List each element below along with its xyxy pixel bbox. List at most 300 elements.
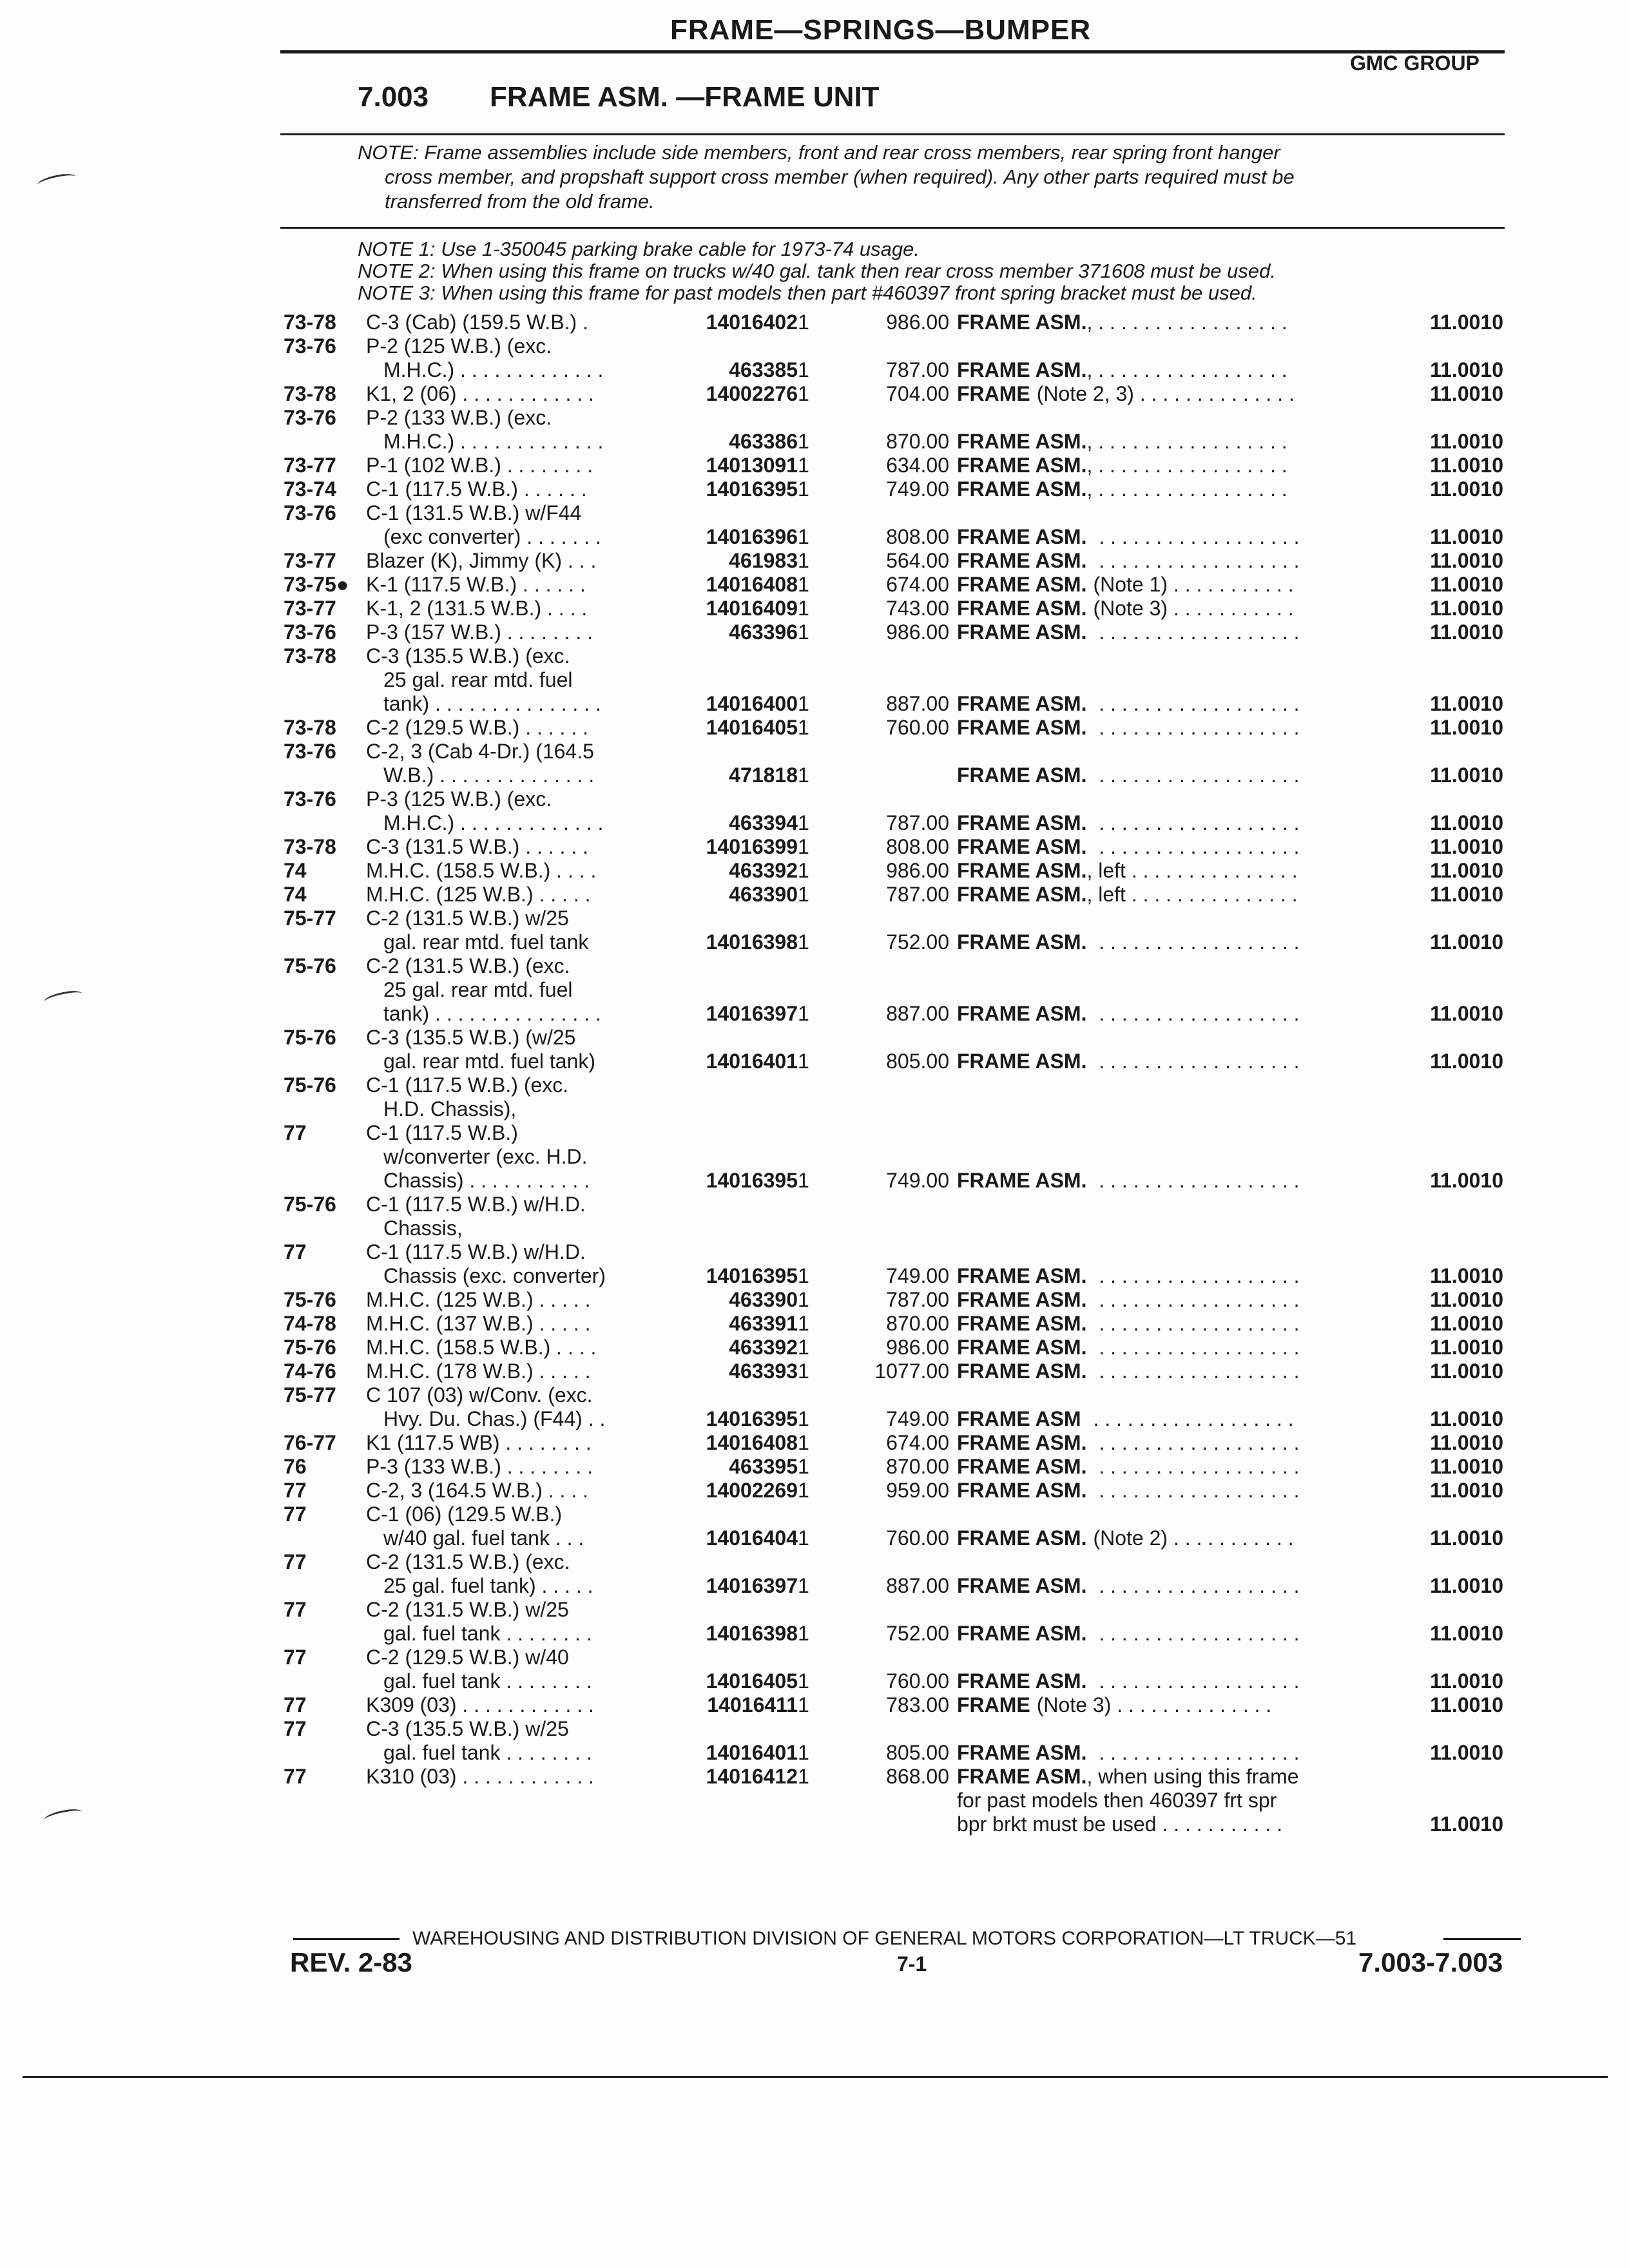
table-row — [0, 1526, 1629, 1550]
description-cell — [957, 1789, 1277, 1812]
description-detail: . . . . . . . . . . . . . . . . . . — [1093, 716, 1300, 739]
price-cell: 752.00 — [886, 1622, 949, 1645]
part-number-cell: 14016401 — [706, 1050, 798, 1073]
group-number-cell: 11.0010 — [1430, 1693, 1503, 1716]
part-number-cell: 14016395 — [706, 477, 798, 501]
description-detail: , . . . . . . . . . . . . . . . . . — [1086, 311, 1287, 334]
year-cell: 74 — [284, 859, 307, 882]
price-cell: 986.00 — [886, 620, 949, 644]
description-detail: . . . . . . . . . . . . . . . . . . — [1093, 1264, 1300, 1287]
description-name: FRAME ASM. — [957, 1741, 1087, 1764]
price-cell: 787.00 — [886, 883, 949, 906]
part-number-cell: 463392 — [729, 859, 798, 882]
model-cell: K-1, 2 (131.5 W.B.) . . . . — [366, 597, 588, 620]
part-number-cell: 14016397 — [706, 1574, 798, 1597]
year-cell: 73-78 — [284, 382, 336, 405]
description-cell — [957, 859, 1298, 883]
footer-rule-left — [293, 1938, 400, 1940]
quantity-cell: 1 — [798, 1669, 809, 1693]
quantity-cell: 1 — [798, 692, 809, 715]
table-row — [0, 1646, 1629, 1669]
model-cell: M.H.C. (125 W.B.) . . . . . — [366, 883, 591, 906]
model-cell: gal. rear mtd. fuel tank) — [383, 1050, 596, 1073]
price-cell: 674.00 — [886, 1431, 949, 1454]
table-row — [0, 1073, 1629, 1097]
table-row — [0, 1336, 1629, 1360]
quantity-cell: 1 — [798, 1479, 809, 1502]
group-number-cell: 11.0010 — [1430, 311, 1503, 334]
description-detail: . . . . . . . . . . . . . . . . . . — [1093, 1669, 1300, 1693]
description-cell — [957, 811, 1300, 835]
note-item: NOTE 2: When using this frame on trucks w/40 gal. tank then rear cross member 371608 must be used. — [358, 260, 1276, 282]
model-cell: w/40 gal. fuel tank . . . — [383, 1526, 584, 1550]
notes-list — [358, 238, 1276, 304]
year-cell: 77 — [284, 1503, 307, 1526]
table-row — [0, 620, 1629, 644]
quantity-cell: 1 — [798, 764, 809, 787]
year-cell: 77 — [284, 1479, 307, 1502]
price-cell: 887.00 — [886, 1574, 949, 1597]
description-detail: . . . . . . . . . . . . . . . . . . — [1093, 525, 1300, 548]
table-row — [0, 1741, 1629, 1765]
year-cell: 73-77 — [284, 454, 336, 477]
quantity-cell: 1 — [798, 1407, 809, 1430]
model-cell: C-2 (131.5 W.B.) (exc. — [366, 954, 570, 977]
description-detail: . . . . . . . . . . . . . . . . . . — [1093, 835, 1300, 858]
quantity-cell: 1 — [798, 1169, 809, 1192]
description-detail: . . . . . . . . . . . . . . . . . . — [1093, 1002, 1300, 1025]
part-number-cell: 463393 — [729, 1360, 798, 1383]
year-cell: 75-77 — [284, 907, 336, 930]
description-detail: . . . . . . . . . . . . . . . . . . — [1093, 1479, 1300, 1502]
year-cell: 77 — [284, 1598, 307, 1621]
model-cell: C-3 (135.5 W.B.) (w/25 — [366, 1026, 576, 1049]
year-cell: 73-76 — [284, 406, 336, 429]
description-cell — [957, 1169, 1300, 1193]
group-number-cell: 11.0010 — [1430, 525, 1503, 548]
page-number: 7-1 — [897, 1952, 927, 1975]
group-number-cell: 11.0010 — [1430, 549, 1503, 572]
year-cell: 73-78 — [284, 311, 336, 334]
quantity-cell: 1 — [798, 1431, 809, 1454]
year-cell: 73-77 — [284, 549, 336, 572]
part-number-cell: 14016395 — [706, 1264, 798, 1287]
quantity-cell: 1 — [798, 382, 809, 405]
description-detail: . . . . . . . . . . . . . . . . . . — [1093, 1169, 1300, 1192]
quantity-cell: 1 — [798, 549, 809, 572]
table-row — [0, 1669, 1629, 1693]
model-cell: 25 gal. rear mtd. fuel — [383, 668, 573, 691]
description-name: FRAME ASM. — [957, 311, 1087, 334]
model-cell: C-1 (117.5 W.B.) — [366, 1121, 518, 1144]
model-cell: gal. fuel tank . . . . . . . . — [383, 1741, 592, 1764]
note-item: NOTE 3: When using this frame for past models then part #460397 front spring bracket must be used. — [358, 282, 1257, 304]
table-row — [0, 1383, 1629, 1407]
year-cell: 73-76 — [284, 620, 336, 644]
footer-text: WAREHOUSING AND DISTRIBUTION DIVISION OF GENERAL MOTORS CORPORATION—LT TRUCK—51 — [412, 1928, 1357, 1949]
group-number-cell: 11.0010 — [1430, 597, 1503, 620]
model-cell: K1 (117.5 WB) . . . . . . . . — [366, 1431, 592, 1454]
model-cell: tank) . . . . . . . . . . . . . . . — [383, 1002, 601, 1025]
description-cell — [957, 835, 1300, 859]
part-number-cell: 14016405 — [706, 1669, 798, 1693]
group-number-cell: 11.0010 — [1430, 1741, 1503, 1764]
group-number-cell: 11.0010 — [1430, 382, 1503, 405]
description-cell — [957, 1741, 1300, 1765]
group-number-cell: 11.0010 — [1430, 930, 1503, 954]
model-cell: M.H.C.) . . . . . . . . . . . . . — [383, 811, 604, 834]
description-cell — [957, 1312, 1300, 1336]
part-number-cell: 14016409 — [706, 597, 798, 620]
part-number-cell: 463386 — [729, 430, 798, 453]
description-cell — [957, 1479, 1300, 1503]
model-cell: M.H.C. (158.5 W.B.) . . . . — [366, 1336, 597, 1359]
part-number-cell: 14016408 — [706, 573, 798, 596]
description-detail: . . . . . . . . . . . . . . . . . . — [1093, 692, 1300, 715]
main-note-line: NOTE: Frame assemblies include side members, front and rear cross members, rear spring front hanger — [358, 141, 1280, 164]
year-cell: 75-76 — [284, 1288, 336, 1311]
table-row — [0, 835, 1629, 859]
table-row — [0, 334, 1629, 358]
description-detail: . . . . . . . . . . . . . . . . . . — [1093, 1431, 1300, 1454]
quantity-cell: 1 — [798, 311, 809, 334]
model-cell: C-3 (Cab) (159.5 W.B.) . — [366, 311, 588, 334]
group-number-cell: 11.0010 — [1430, 1526, 1503, 1550]
year-cell: 73-77 — [284, 597, 336, 620]
year-cell: 73-78 — [284, 835, 336, 858]
description-cell — [957, 311, 1287, 334]
group-number-cell: 11.0010 — [1430, 764, 1503, 787]
section-range: 7.003-7.003 — [1358, 1947, 1503, 1977]
part-number-cell: 463396 — [729, 620, 798, 644]
model-cell: K310 (03) . . . . . . . . . . . . — [366, 1765, 594, 1788]
model-cell: P-3 (125 W.B.) (exc. — [366, 787, 552, 811]
group-number-cell: 11.0010 — [1430, 1312, 1503, 1335]
description-name: FRAME ASM. — [957, 1002, 1087, 1025]
table-row — [0, 1360, 1629, 1383]
part-number-cell: 463385 — [729, 358, 798, 381]
model-cell: C-2 (131.5 W.B.) (exc. — [366, 1550, 570, 1573]
table-row — [0, 454, 1629, 477]
model-cell: gal. fuel tank . . . . . . . . — [383, 1669, 592, 1693]
part-number-cell: 14016408 — [706, 1431, 798, 1454]
model-cell: P-1 (102 W.B.) . . . . . . . . — [366, 454, 593, 477]
quantity-cell: 1 — [798, 1693, 809, 1716]
part-number-cell: 463392 — [729, 1336, 798, 1359]
part-number-cell: 14013091 — [706, 454, 798, 477]
group-number-cell: 11.0010 — [1430, 1407, 1503, 1430]
year-cell: 73-76 — [284, 740, 336, 763]
model-cell: C-3 (131.5 W.B.) . . . . . . — [366, 835, 588, 858]
description-cell — [957, 454, 1287, 477]
table-row — [0, 1145, 1629, 1169]
description-detail: , . . . . . . . . . . . . . . . . . — [1086, 477, 1287, 501]
group-number-cell: 11.0010 — [1430, 1169, 1503, 1192]
model-cell: P-3 (157 W.B.) . . . . . . . . — [366, 620, 593, 644]
price-cell: 787.00 — [886, 1288, 949, 1311]
price-cell: 749.00 — [886, 1264, 949, 1287]
quantity-cell: 1 — [798, 1002, 809, 1025]
price-cell: 959.00 — [886, 1479, 949, 1502]
table-row — [0, 1240, 1629, 1264]
quantity-cell: 1 — [798, 1574, 809, 1597]
description-name: FRAME ASM. — [957, 525, 1087, 548]
part-number-cell: 463395 — [729, 1455, 798, 1478]
year-cell: 74-76 — [284, 1360, 336, 1383]
quantity-cell: 1 — [798, 1264, 809, 1287]
price-cell: 749.00 — [886, 1407, 949, 1430]
description-name: FRAME ASM. — [957, 1574, 1087, 1597]
model-cell: M.H.C.) . . . . . . . . . . . . . — [383, 430, 604, 453]
year-cell: 77 — [284, 1240, 307, 1264]
model-cell: W.B.) . . . . . . . . . . . . . . — [383, 764, 595, 787]
group-number-cell: 11.0010 — [1430, 430, 1503, 453]
table-row — [0, 1216, 1629, 1240]
quantity-cell: 1 — [798, 1336, 809, 1359]
description-detail: . . . . . . . . . . . . . . . . . . — [1093, 1741, 1300, 1764]
description-detail: , left . . . . . . . . . . . . . . . — [1086, 883, 1298, 906]
description-detail: . . . . . . . . . . . . . . . . . . — [1093, 1312, 1300, 1335]
model-cell: (exc converter) . . . . . . . — [383, 525, 601, 548]
description-name: FRAME ASM. — [957, 1264, 1087, 1287]
model-cell: M.H.C. (158.5 W.B.) . . . . — [366, 859, 597, 882]
price-cell: 805.00 — [886, 1741, 949, 1764]
model-cell: tank) . . . . . . . . . . . . . . . — [383, 692, 601, 715]
table-row — [0, 764, 1629, 787]
description-cell — [957, 620, 1300, 644]
group-number-cell: 11.0010 — [1430, 1812, 1503, 1836]
description-detail: for past models then 460397 frt spr — [957, 1789, 1277, 1812]
model-cell: M.H.C. (137 W.B.) . . . . . — [366, 1312, 591, 1335]
table-row — [0, 740, 1629, 764]
model-cell: C-1 (117.5 W.B.) . . . . . . — [366, 477, 587, 501]
description-detail: . . . . . . . . . . . . . . . . . . — [1093, 1360, 1300, 1383]
part-number-cell: 461983 — [729, 549, 798, 572]
year-cell: 75-76 — [284, 1026, 336, 1049]
model-cell: Chassis) . . . . . . . . . . . — [383, 1169, 590, 1192]
model-cell: C-1 (117.5 W.B.) w/H.D. — [366, 1240, 586, 1264]
year-cell: 77 — [284, 1646, 307, 1669]
description-detail: . . . . . . . . . . . . . . . . . . — [1093, 1622, 1300, 1645]
table-row — [0, 1431, 1629, 1455]
table-row — [0, 1312, 1629, 1336]
price-cell: 760.00 — [886, 1526, 949, 1550]
model-cell: C-2 (131.5 W.B.) w/25 — [366, 907, 569, 930]
description-detail: (Note 2) . . . . . . . . . . . — [1093, 1526, 1294, 1550]
quantity-cell: 1 — [798, 811, 809, 834]
group-number-cell: 11.0010 — [1430, 1479, 1503, 1502]
table-row — [0, 1193, 1629, 1216]
table-row — [0, 692, 1629, 716]
model-cell: 25 gal. rear mtd. fuel — [383, 978, 573, 1001]
price-cell: 805.00 — [886, 1050, 949, 1073]
description-name: FRAME ASM. — [957, 477, 1087, 501]
price-cell: 887.00 — [886, 692, 949, 715]
year-cell: 75-77 — [284, 1383, 336, 1407]
table-row — [0, 1789, 1629, 1812]
description-detail: . . . . . . . . . . . . . . . . . . — [1093, 811, 1300, 834]
table-row — [0, 573, 1629, 597]
year-cell: 74 — [284, 883, 307, 906]
binder-hole-mark — [43, 1807, 83, 1825]
binder-hole-mark — [43, 988, 83, 1007]
part-number-cell: 14016398 — [706, 930, 798, 954]
price-cell: 986.00 — [886, 859, 949, 882]
table-row — [0, 1693, 1629, 1717]
year-cell: 73-78 — [284, 644, 336, 668]
table-row — [0, 358, 1629, 382]
table-row — [0, 1264, 1629, 1288]
quantity-cell: 1 — [798, 1622, 809, 1645]
table-row — [0, 954, 1629, 978]
description-name: FRAME ASM. — [957, 573, 1087, 596]
group-number-cell: 11.0010 — [1430, 573, 1503, 596]
quantity-cell: 1 — [798, 454, 809, 477]
description-detail: (Note 2, 3) . . . . . . . . . . . . . . — [1036, 382, 1295, 405]
table-row — [0, 1026, 1629, 1050]
description-cell — [957, 1050, 1300, 1073]
model-cell: Blazer (K), Jimmy (K) . . . — [366, 549, 597, 572]
page-bottom-rule — [23, 2076, 1608, 2078]
model-cell: 25 gal. fuel tank) . . . . . — [383, 1574, 593, 1597]
group-number-cell: 11.0010 — [1430, 1050, 1503, 1073]
year-cell: 73-76 — [284, 334, 336, 358]
price-cell: 870.00 — [886, 1312, 949, 1335]
model-cell: C-1 (117.5 W.B.) w/H.D. — [366, 1193, 586, 1216]
price-cell: 564.00 — [886, 549, 949, 572]
table-row — [0, 978, 1629, 1002]
year-cell: 74-78 — [284, 1312, 336, 1335]
model-cell: C-2 (131.5 W.B.) w/25 — [366, 1598, 569, 1621]
quantity-cell: 1 — [798, 1288, 809, 1311]
table-row — [0, 1288, 1629, 1312]
table-row — [0, 1717, 1629, 1741]
description-name: FRAME ASM. — [957, 692, 1087, 715]
description-cell — [957, 573, 1294, 597]
table-row — [0, 430, 1629, 454]
model-cell: Chassis (exc. converter) — [383, 1264, 606, 1287]
description-name: FRAME — [957, 382, 1030, 405]
table-row — [0, 1407, 1629, 1431]
description-cell — [957, 1574, 1300, 1598]
model-cell: K-1 (117.5 W.B.) . . . . . . — [366, 573, 586, 596]
table-row — [0, 1550, 1629, 1574]
table-row — [0, 859, 1629, 883]
part-number-cell: 14016401 — [706, 1741, 798, 1764]
quantity-cell: 1 — [798, 597, 809, 620]
quantity-cell: 1 — [798, 525, 809, 548]
main-note-line: transferred from the old frame. — [385, 190, 655, 213]
quantity-cell: 1 — [798, 1765, 809, 1788]
group-number-cell: 11.0010 — [1430, 1455, 1503, 1478]
description-detail: , . . . . . . . . . . . . . . . . . — [1086, 358, 1287, 381]
model-cell: C-1 (06) (129.5 W.B.) — [366, 1503, 563, 1526]
description-detail: (Note 3) . . . . . . . . . . . . . . — [1036, 1693, 1272, 1716]
table-row — [0, 716, 1629, 740]
quantity-cell: 1 — [798, 1455, 809, 1478]
description-detail: . . . . . . . . . . . . . . . . . . — [1093, 1574, 1300, 1597]
price-cell: 749.00 — [886, 1169, 949, 1192]
table-row — [0, 1002, 1629, 1026]
description-cell — [957, 1693, 1271, 1717]
model-cell: C-3 (135.5 W.B.) (exc. — [366, 644, 570, 668]
description-name: FRAME ASM. — [957, 859, 1087, 882]
group-number-cell: 11.0010 — [1430, 811, 1503, 834]
description-name: FRAME ASM. — [957, 1455, 1087, 1478]
description-name: FRAME ASM. — [957, 1360, 1087, 1383]
page-title: FRAME—SPRINGS—BUMPER — [670, 14, 1092, 46]
model-cell: C-2 (129.5 W.B.) . . . . . . — [366, 716, 588, 739]
part-number-cell: 14016404 — [706, 1526, 798, 1550]
description-cell — [957, 1264, 1300, 1288]
model-cell: C 107 (03) w/Conv. (exc. — [366, 1383, 593, 1407]
description-cell — [957, 1455, 1300, 1479]
price-cell: 870.00 — [886, 1455, 949, 1478]
quantity-cell: 1 — [798, 859, 809, 882]
description-name: FRAME ASM — [957, 1407, 1081, 1430]
quantity-cell: 1 — [798, 1360, 809, 1383]
table-row — [0, 1622, 1629, 1646]
part-number-cell: 463390 — [729, 883, 798, 906]
group-number-cell: 11.0010 — [1430, 1622, 1503, 1645]
year-cell: 76-77 — [284, 1431, 336, 1454]
description-cell — [957, 1336, 1300, 1360]
price-cell: 808.00 — [886, 525, 949, 548]
description-name: FRAME ASM. — [957, 1288, 1087, 1311]
year-cell: 73-74 — [284, 477, 336, 501]
part-number-cell: 14016399 — [706, 835, 798, 858]
year-cell: 77 — [284, 1717, 307, 1740]
footer-rule-right — [1443, 1938, 1521, 1940]
group-number-cell: 11.0010 — [1430, 358, 1503, 381]
part-number-cell: 14002276 — [706, 382, 798, 405]
description-name: FRAME ASM. — [957, 597, 1087, 620]
description-cell — [957, 525, 1300, 549]
year-cell: 73-78 — [284, 716, 336, 739]
price-cell: 634.00 — [886, 454, 949, 477]
part-number-cell: 14016395 — [706, 1407, 798, 1430]
group-number-cell: 11.0010 — [1430, 1288, 1503, 1311]
table-row — [0, 668, 1629, 692]
year-cell: 75-76 — [284, 1336, 336, 1359]
group-number-cell: 11.0010 — [1430, 1360, 1503, 1383]
description-detail: . . . . . . . . . . . . . . . . . . — [1093, 549, 1300, 572]
description-detail: , . . . . . . . . . . . . . . . . . — [1086, 454, 1287, 477]
main-note-line: cross member, and propshaft support cross member (when required). Any other parts required must be — [385, 166, 1295, 188]
table-row — [0, 382, 1629, 406]
model-cell: K1, 2 (06) . . . . . . . . . . . . — [366, 382, 594, 405]
model-cell: C-2, 3 (Cab 4-Dr.) (164.5 — [366, 740, 594, 763]
description-cell — [957, 1812, 1282, 1836]
table-row — [0, 1050, 1629, 1073]
part-number-cell: 471818 — [729, 764, 798, 787]
model-cell: Hvy. Du. Chas.) (F44) . . — [383, 1407, 606, 1430]
model-cell: C-3 (135.5 W.B.) w/25 — [366, 1717, 569, 1740]
table-row — [0, 930, 1629, 954]
description-name: FRAME ASM. — [957, 549, 1087, 572]
quantity-cell: 1 — [798, 1312, 809, 1335]
part-number-cell: 14016395 — [706, 1169, 798, 1192]
description-name: FRAME ASM. — [957, 1669, 1087, 1693]
description-name: FRAME ASM. — [957, 454, 1087, 477]
price-cell: 674.00 — [886, 573, 949, 596]
model-cell: C-1 (131.5 W.B.) w/F44 — [366, 501, 582, 524]
description-cell — [957, 692, 1300, 716]
part-number-cell: 14016411 — [707, 1693, 798, 1716]
description-cell — [957, 549, 1300, 573]
description-name: FRAME ASM. — [957, 930, 1087, 954]
description-name: FRAME ASM. — [957, 1169, 1087, 1192]
